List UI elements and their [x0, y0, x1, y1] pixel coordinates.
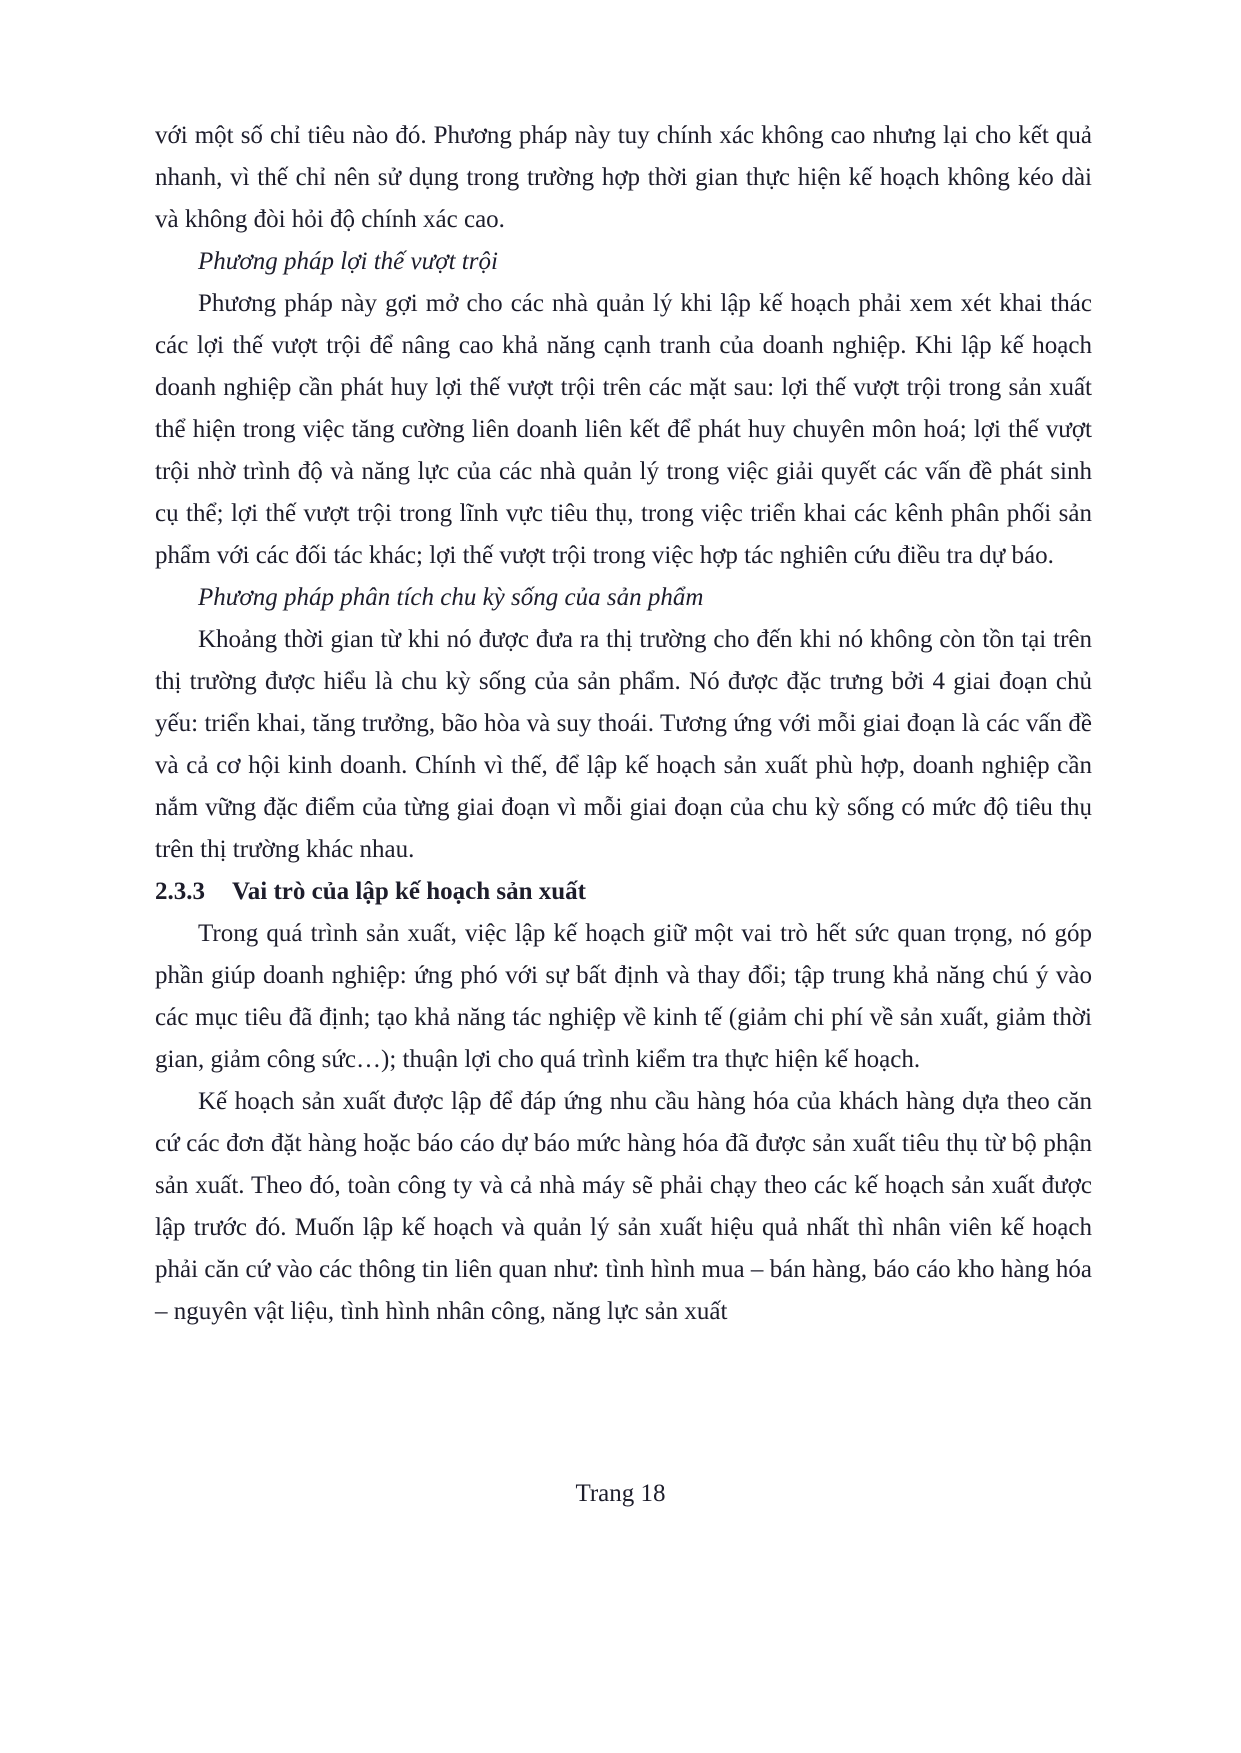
heading-superior-advantage-method: Phương pháp lợi thế vượt trội [198, 248, 498, 275]
paragraph-product-lifecycle: Khoảng thời gian từ khi nó được đưa ra thị trường cho đến khi nó không còn tồn tại trên thị trường được hiểu là chu kỳ sống của sản phẩm. Nó được đặc trưng bởi 4 giai đoạn chủ yếu: triển khai, tăng trưởng, bão hòa và suy thoái. Tương ứng với mỗi giai đoạn là các vấn đề và cả cơ hội kinh doanh. Chính vì thế, để lập kế hoạch sản xuất phù hợp, doanh nghiệp cần nắm vững đặc điểm của từng giai đoạn vì mỗi giai đoạn của chu kỳ sống có mức độ tiêu thụ trên thị trường khác nhau. [155, 626, 1092, 863]
paragraph-planning-basis: Kế hoạch sản xuất được lập để đáp ứng nhu cầu hàng hóa của khách hàng dựa theo căn cứ các đơn đặt hàng hoặc báo cáo dự báo mức hàng hóa đã được sản xuất tiêu thụ từ bộ phận sản xuất. Theo đó, toàn công ty và cả nhà máy sẽ phải chạy theo các kế hoạch sản xuất được lập trước đó. Muốn lập kế hoạch và quản lý sản xuất hiệu quả nhất thì nhân viên kế hoạch phải căn cứ vào các thông tin liên quan như: tình hình mua – bán hàng, báo cáo kho hàng hóa – nguyên vật liệu, tình hình nhân công, năng lực sản xuất [155, 1088, 1092, 1325]
paragraph-planning-role: Trong quá trình sản xuất, việc lập kế hoạch giữ một vai trò hết sức quan trọng, nó góp phần giúp doanh nghiệp: ứng phó với sự bất định và thay đổi; tập trung khả năng chú ý vào các mục tiêu đã định; tạo khả năng tác nghiệp về kinh tế (giảm chi phí về sản xuất, giảm thời gian, giảm công sức…); thuận lợi cho quá trình kiểm tra thực hiện kế hoạch. [155, 920, 1092, 1073]
page-footer: Trang 18 [575, 1480, 666, 1507]
paragraph-accuracy-method: với một số chỉ tiêu nào đó. Phương pháp này tuy chính xác không cao nhưng lại cho kết quả nhanh, vì thế chỉ nên sử dụng trong trường hợp thời gian thực hiện kế hoạch không kéo dài và không đòi hỏi độ chính xác cao. [155, 122, 1092, 233]
section-number: 2.3.3 [155, 878, 205, 905]
heading-product-lifecycle-method: Phương pháp phân tích chu kỳ sống của sản phẩm [198, 584, 704, 611]
section-heading-2-3-3 [155, 871, 1092, 913]
section-title: Vai trò của lập kế hoạch sản xuất [232, 878, 586, 905]
page-content [155, 115, 1092, 1333]
paragraph-superior-advantage: Phương pháp này gợi mở cho các nhà quản lý khi lập kế hoạch phải xem xét khai thác các lợi thế vượt trội để nâng cao khả năng cạnh tranh của doanh nghiệp. Khi lập kế hoạch doanh nghiệp cần phát huy lợi thế vượt trội trên các mặt sau: lợi thế vượt trội trong sản xuất thể hiện trong việc tăng cường liên doanh liên kết để phát huy chuyên môn hoá; lợi thế vượt trội nhờ trình độ và năng lực của các nhà quản lý trong việc giải quyết các vấn đề phát sinh cụ thể; lợi thế vượt trội trong lĩnh vực tiêu thụ, trong việc triển khai các kênh phân phối sản phẩm với các đối tác khác; lợi thế vượt trội trong việc hợp tác nghiên cứu điều tra dự báo. [155, 290, 1092, 569]
